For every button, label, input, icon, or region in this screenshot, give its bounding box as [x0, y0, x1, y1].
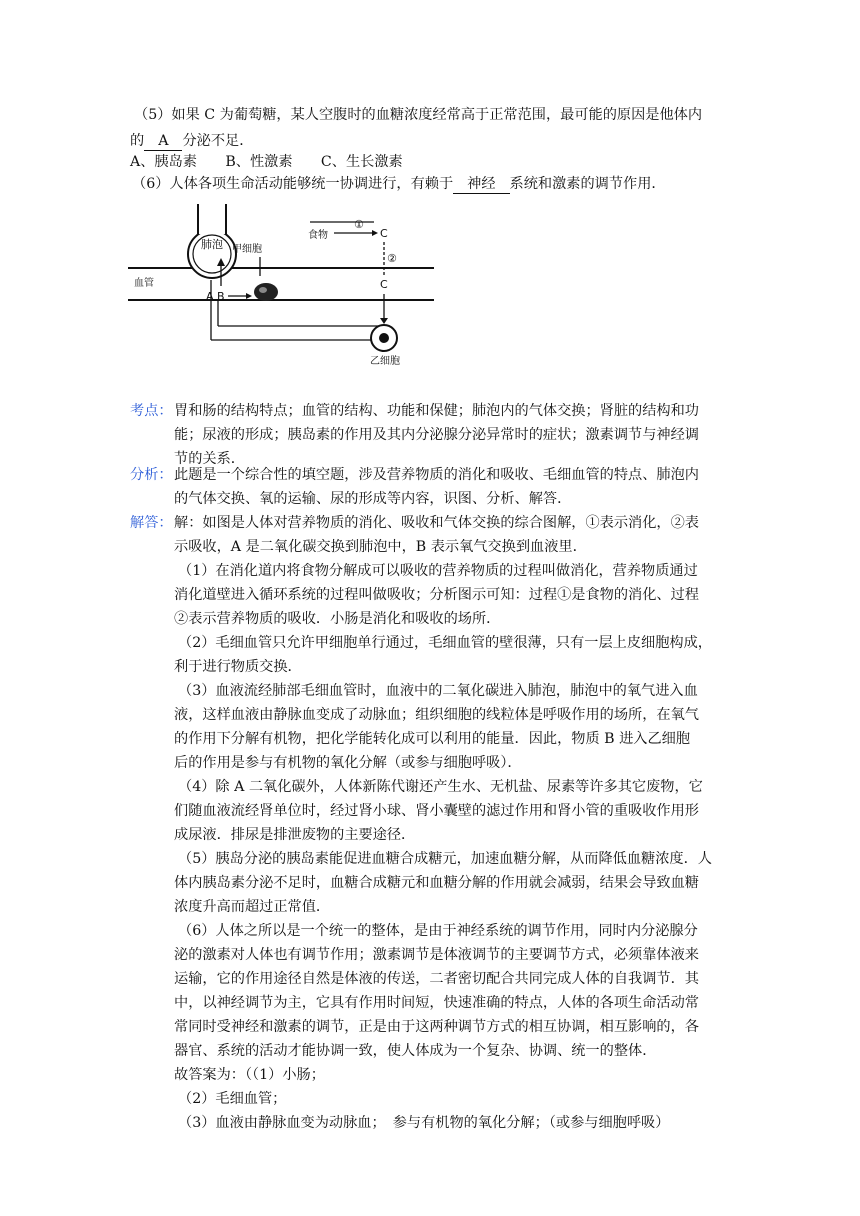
jieda-line: 体内胰岛素分泌不足时，血糖合成糖元和血糖分解的作用就会减弱，结果会导致血糖 — [174, 875, 699, 891]
jieda-line: 泌的激素对人体也有调节作用；激素调节是体液调节的主要调节方式，必须靠体液来 — [174, 947, 699, 963]
q5-line-2-post: 分泌不足． — [182, 133, 254, 149]
label-step-2: ② — [387, 252, 397, 265]
jieda-line: （1）在消化道内将食物分解成可以吸收的营养物质的过程叫做消化，营养物质通过 — [178, 563, 698, 579]
kaodian-line-1: 胃和肠的结构特点；血管的结构、功能和保健；肺泡内的气体交换；肾脏的结构和功 — [174, 403, 699, 419]
q5-answer-blank: A — [144, 132, 182, 151]
q5-line-2-pre: 的 — [130, 133, 145, 149]
label-step-1: ① — [354, 218, 364, 231]
label-cell-b: 乙细胞 — [370, 356, 400, 367]
jieda-line: 常同时受神经和激素的调节，正是由于这两种调节方式的相互协调，相互影响的，各 — [174, 1019, 699, 1035]
jieda-line: 成尿液．排尿是排泄废物的主要途径． — [174, 827, 416, 843]
jieda-line: 运输，它的作用途径自然是体液的传送，二者密切配合共同完成人体的自我调节．其 — [174, 971, 699, 987]
label-c-2: C — [380, 278, 388, 291]
label-b: B — [217, 290, 225, 303]
jieda-line: 液，这样血液由静脉血变成了动脉血；组织细胞的线粒体是呼吸作用的场所，在氧气 — [174, 707, 699, 723]
jieda-line: ②表示营养物质的吸收．小肠是消化和吸收的场所． — [174, 611, 501, 627]
q6-post: 系统和激素的调节作用． — [509, 176, 666, 192]
fenxi-line-1: 此题是一个综合性的填空题，涉及营养物质的消化和吸收、毛细血管的特点、肺泡内 — [174, 467, 699, 483]
jieda-line: 解：如图是人体对营养物质的消化、吸收和气体交换的综合图解，①表示消化，②表 — [174, 515, 699, 531]
jieda-line: 后的作用是参与有机物的氧化分解（或参与细胞呼吸）． — [174, 755, 522, 771]
jieda-line: （3）血液流经肺部毛细血管时，血液中的二氧化碳进入肺泡，肺泡中的氧气进入血 — [178, 683, 698, 699]
q6-pre: （6）人体各项生命活动能够统一协调进行，有赖于 — [132, 176, 454, 192]
q6-line — [132, 171, 666, 197]
label-c-1: C — [380, 227, 388, 240]
label-food: 食物 — [308, 230, 328, 241]
answer-summary-line: 故答案为：（（1）小肠； — [174, 1067, 325, 1083]
fenxi-line-2: 的气体交换、氧的运输、尿的形成等内容，识图、分析、解答． — [174, 491, 572, 507]
label-a: A — [206, 290, 214, 303]
label-cell-a: 甲细胞 — [232, 244, 262, 255]
jieda-line: 利于进行物质交换． — [174, 659, 302, 675]
label-lung-1: 肺泡 — [201, 238, 223, 251]
answer-summary-line: （3）血液由静脉血变为动脉血； 参与有机物的氧化分解；（或参与细胞呼吸） — [178, 1115, 670, 1131]
jieda-line: 的作用下分解有机物，把化学能转化成可以利用的能量．因此，物质 B 进入乙细胞 — [174, 731, 691, 747]
fenxi-label: 分析： — [130, 467, 173, 483]
label-vessel: 血管 — [134, 278, 154, 289]
kaodian-label: 考点： — [130, 403, 173, 419]
q5-line-1: （5）如果 C 为葡萄糖，某人空腹时的血糖浓度经常高于正常范围，最可能的原因是他体内 — [134, 107, 703, 123]
jieda-line: （2）毛细血管只允许甲细胞单行通过，毛细血管的壁很薄，只有一层上皮细胞构成， — [178, 635, 712, 651]
jieda-line: 示吸收，A 是二氧化碳交换到肺泡中，B 表示氧气交换到血液里． — [174, 539, 587, 555]
jieda-line: （4）除 A 二氧化碳外，人体新陈代谢还产生水、无机盐、尿素等许多其它废物，它 — [178, 779, 703, 795]
jieda-line: 中，以神经调节为主，它具有作用时间短，快速准确的特点，人体的各项生命活动常 — [174, 995, 699, 1011]
jieda-line: 器官、系统的活动才能协调一致，使人体成为一个复杂、协调、统一的整体． — [174, 1043, 657, 1059]
red-blood-cell-icon — [254, 283, 278, 301]
kaodian-line-3: 节的关系． — [174, 451, 245, 467]
q6-answer-blank: 神经 — [453, 175, 509, 194]
jieda-line: （6）人体之所以是一个统一的整体，是由于神经系统的调节作用，同时内分泌腺分 — [178, 923, 698, 939]
jieda-line: （5）胰岛分泌的胰岛素能促进血糖合成糖元，加速血糖分解，从而降低血糖浓度．人 — [178, 851, 712, 867]
answer-summary-line: （2）毛细血管； — [178, 1091, 287, 1107]
digestion-absorption-diagram — [128, 200, 434, 372]
jieda-line: 们随血液流经肾单位时，经过肾小球、肾小囊壁的滤过作用和肾小管的重吸收作用形 — [174, 803, 699, 819]
kaodian-line-2: 能；尿液的形成；胰岛素的作用及其内分泌腺分泌异常时的症状；激素调节与神经调 — [174, 427, 699, 443]
jieda-line: 浓度升高而超过正常值． — [174, 899, 331, 915]
jieda-label: 解答： — [130, 515, 173, 531]
q5-options: A、胰岛素 B、性激素 C、生长激素 — [130, 154, 403, 170]
jieda-line: 消化道壁进入循环系统的过程叫做吸收；分析图示可知：过程①是食物的消化、过程 — [174, 587, 699, 603]
